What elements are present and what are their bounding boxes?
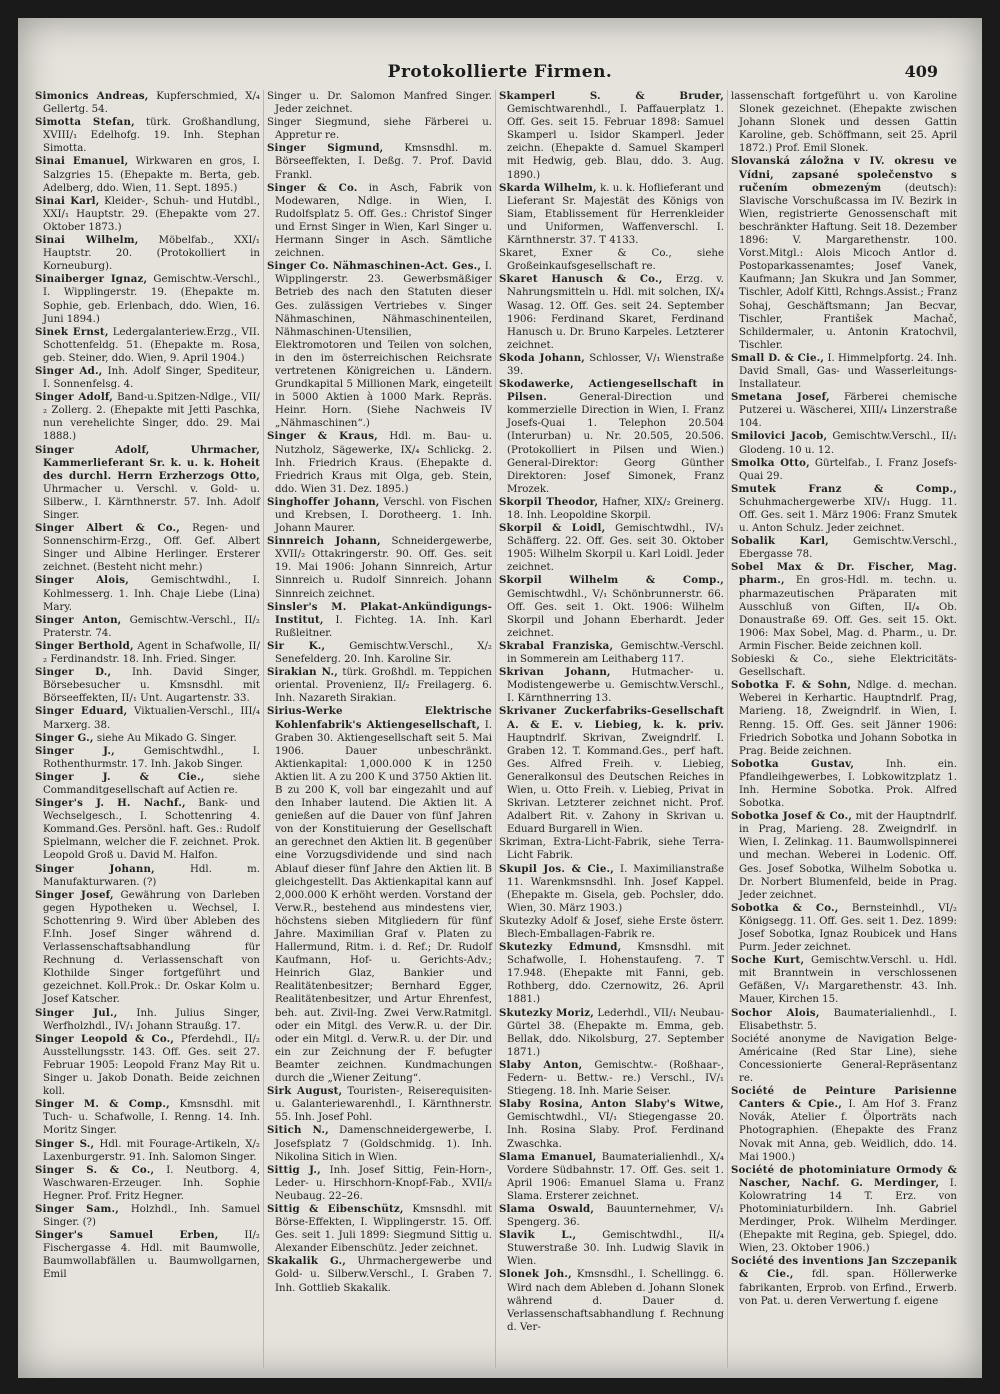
firm-name: Sobotka F. & Sohn,	[731, 679, 852, 692]
directory-entry	[499, 836, 724, 862]
firm-details: Skriman, Extra-Licht-Fabrik, siehe Terra-Licht Fabrik.	[499, 837, 724, 862]
directory-entry	[267, 1085, 492, 1124]
firm-details: in Asch, Fabrik von Modewaren, Ndlge. in Wien, I. Rudolfsplatz 5. Off. Ges.: Christof Singer und Ernst Singer in Wien, Karl Singer u. Hermann Singer in Asch. Sämtliche zeichnen.	[275, 182, 492, 260]
directory-entry	[731, 155, 957, 351]
firm-details: I. Am Hof 3. Franz Novák, Atelier f. Ölporträts nach Photographien. (Ehepakte des Franz Novak mit Anna, geb. Weidlich, ddo. 14. Mai 1900.)	[739, 1099, 957, 1163]
directory-entry	[499, 496, 724, 522]
directory-entry	[35, 234, 260, 273]
directory-entry	[731, 679, 957, 758]
directory-entry	[499, 1203, 724, 1229]
directory-entry	[731, 535, 957, 561]
firm-details: Agent in Schafwolle, II/₂ Ferdinandstr. 18. Inh. Fried. Singer.	[43, 640, 260, 666]
directory-entry	[35, 705, 260, 731]
firm-name: Singer Alois,	[35, 574, 129, 587]
firm-details: Gemischtw.Verschl., X/₂ Senefelderg. 20. Inh. Karoline Sir.	[275, 640, 492, 666]
firm-name: Simotta Stefan,	[35, 116, 135, 129]
firm-details: Kupferschmied, X/₄ Gellertg. 54.	[43, 91, 260, 116]
firm-name: Skoda Johann,	[499, 351, 586, 364]
column-2	[264, 90, 496, 1368]
directory-entry	[267, 1164, 492, 1203]
firm-details: Gemischtw.- (Roßhaar-, Federn- u. Bettw.- re.) Verschl., IV/₁ Stiegeng. 18. Inh. Marie Seiser.	[507, 1059, 724, 1098]
firm-details: General-Direction und kommerzielle Direction in Wien, I. Franz Josefs-Quai 1. Telephon 20.504 (Interurban) u. Nr. 20.505, 20.506. (Protokolliert in Pilsen und Wien.) General-Direktor: Georg Günther Direktoren: Josef Simonek, Franz Mrozek.	[507, 392, 724, 495]
firm-name: Skaret Hanusch & Co.,	[499, 273, 663, 286]
firm-name: Singer J. & Cie.,	[35, 770, 205, 783]
firm-details: Färberei chemische Putzerei u. Wäscherei, XIII/₄ Linzerstraße 104.	[739, 392, 957, 430]
firm-name: Sinsler's M. Plakat-Ankündigungs-Institut,	[267, 600, 492, 626]
firm-details: En gros-Hdl. m. techn. u. pharmazeutischen Präparaten mit Ausschluß von Giften, II/₄ Ob. Donaustraße 69. Off. Ges. seit 15. Okt. 1906: Max Sobel, Mag. d. Pharm., u. Dr. Armin Fischer. Beide zeichnen koll.	[739, 575, 957, 652]
directory-entry	[267, 116, 492, 142]
firm-details: I. Kolowratring 14 T. Erz. von Photominiaturbildern. Inh. Gabriel Merdinger, Prok. Wilhelm Merdinger. (Ehepakte mit Regina, geb. Spiegel, ddo. Wien, 23. Oktober 1906.)	[739, 1177, 957, 1255]
directory-entry	[499, 1151, 724, 1203]
firm-name: Singer Leopold & Co.,	[35, 1032, 175, 1045]
directory-entry	[35, 863, 260, 889]
firm-details: Hafner, XIX/₂ Greinerg. 18. Inh. Leopoldine Skorpil.	[507, 496, 725, 521]
directory-entry	[499, 1098, 724, 1150]
firm-name: Smutek Franz & Comp.,	[731, 482, 957, 495]
firm-details: Damenschneidergewerbe, I. Josefsplatz 7 (Goldschmidg. 1). Inh. Nikolina Sitich in Wien.	[275, 1125, 492, 1163]
directory-entry	[35, 771, 260, 797]
firm-name: Soche Kurt,	[731, 954, 805, 967]
firm-name: Singer Eduard,	[35, 705, 128, 718]
directory-entry	[35, 574, 260, 613]
firm-details: Kmsnsdhl. mit Börse-Effekten, I. Wipplingerstr. 15. Off. Ges. seit 1. Juli 1899: Siegmund Sittig u. Alexander Eibenschütz. Jeder zeichnet.	[275, 1203, 492, 1255]
firm-details: Hauptndrlf. Skrivan, Zweigndrlf. I. Graben 12. T. Kommand.Ges., perf haft. Ges. Alfred Freih. v. Liebieg, Generalkonsul des Deutschen Reiches in Wien, u. Otto Freih. v. Liebieg, Privat in Skrivan. Letzterer zeichnet nicht. Prof. Adalbert Rit. v. Zahony in Skrivan u. Eduard Burgarell in Wien.	[507, 732, 724, 836]
columns-container	[32, 90, 962, 1368]
firm-details: Uhrmacher u. Verschl. v. Gold- u. Silberw., I. Kärnthnerstr. 57. Inh. Adolf Singer.	[43, 483, 260, 521]
firm-details: Société anonyme de Navigation Belge-Américaine (Red Star Line), siehe Concessionierte General-Repräsentanz re.	[731, 1033, 957, 1085]
firm-details: Hdl. m. Manufakturwaren. (?)	[43, 863, 260, 888]
firm-name: Société des inventions Jan Szczepanik & Cie.,	[731, 1255, 957, 1281]
directory-entry	[731, 810, 957, 902]
firm-details: Gemischtwdhl., II/₄ Stuwerstraße 30. Inh. Ludwig Slavik in Wien.	[507, 1230, 724, 1268]
firm-name: Slavik L.,	[499, 1229, 577, 1242]
firm-name: Singer Adolf, Uhrmacher, Kammerlieferant Sr. k. u. k. Hoheit des durchl. Herrn Erzherzogs Otto,	[35, 443, 260, 482]
firm-details: II/₂ Fischergasse 4. Hdl. mit Baumwolle, Baumwollabfällen u. Baumwollgarnen, Emil	[43, 1230, 260, 1281]
directory-entry	[499, 941, 724, 1006]
directory-entry	[731, 483, 957, 535]
firm-details: Gemischtw.Verschl., II/₁ Glodeng. 10 u. 12.	[739, 431, 957, 456]
firm-name: Singer Johann,	[35, 862, 155, 875]
firm-details: Schlosser, V/₁ Wienstraße 39.	[507, 352, 724, 377]
firm-details: Ndlge. d. mechan. Weberei in Kerhartic. Hauptndrlf. Prag, Marieng. 18, Zweigndrlf. in Wien, I. Renng. 15. Off. Ges. seit Jänner 1906: Friedrich Sobotka und Johann Sobotka in Prag. Beide zeichnen.	[739, 680, 957, 757]
firm-name: Sinai Karl,	[35, 194, 100, 207]
firm-details: Schuhmachergewerbe XIV/₁ Hugg. 11. Off. Ges. seit 1. März 1906: Franz Smutek u. Anton Schulz. Jeder zeichnet.	[739, 496, 957, 535]
firm-details: Band-u.Spitzen-Ndlge., VII/₂ Zollerg. 2. (Ehepakte mit Jetti Paschka, nun verehelichte Singer, ddo. 29. Mai 1888.)	[43, 392, 260, 443]
directory-entry	[267, 90, 492, 116]
firm-details: Singer Siegmund, siehe Färberei u. Appretur re.	[267, 117, 492, 142]
directory-entry	[499, 705, 724, 836]
firm-details: Viktualien-Verschl., III/₄ Marxerg. 38.	[43, 706, 260, 731]
directory-entry	[731, 1007, 957, 1033]
firm-details: Holzhdl., Inh. Samuel Singer. (?)	[43, 1203, 260, 1229]
page-title: Protokollierte Firmen.	[387, 62, 613, 82]
directory-entry	[499, 273, 724, 352]
directory-entry	[731, 1085, 957, 1164]
firm-name: Small D. & Cie.,	[731, 351, 825, 364]
firm-details: Uhrmachergewerbe und Gold- u. Silberw.Verschl., I. Graben 7. Inh. Gottlieb Skakalik.	[275, 1256, 492, 1294]
firm-name: Skutezky Moriz,	[499, 1006, 595, 1019]
firm-name: Singer & Co.	[267, 181, 358, 194]
directory-entry	[499, 1229, 724, 1268]
directory-entry	[499, 378, 724, 496]
firm-details: Inh. Adolf Singer, Spediteur, I. Sonnenfelsg. 4.	[43, 365, 260, 391]
directory-entry	[35, 155, 260, 194]
firm-name: Skorpil & Loidl,	[499, 522, 606, 535]
directory-entry	[731, 391, 957, 430]
firm-name: Sirakian N.,	[267, 666, 338, 679]
directory-entry	[35, 1203, 260, 1229]
firm-name: Smolka Otto,	[731, 456, 810, 469]
page-header	[18, 62, 982, 88]
firm-name: Simonics Andreas,	[35, 90, 149, 102]
directory-entry	[499, 1059, 724, 1098]
firm-name: Singer J.,	[35, 744, 115, 757]
directory-entry	[499, 522, 724, 574]
firm-name: Sinaiberger Ignaz,	[35, 273, 148, 286]
firm-name: Smilovici Jacob,	[731, 430, 828, 443]
firm-details: Skaret, Exner & Co., siehe Großeinkaufsgesellschaft re.	[499, 248, 724, 273]
directory-entry	[267, 535, 492, 600]
directory-entry	[731, 352, 957, 391]
directory-entry	[731, 561, 957, 653]
directory-entry	[35, 391, 260, 443]
firm-name: Société de photominiature Ormody & Nascher, Nachf. G. Merdinger,	[731, 1163, 957, 1189]
directory-entry	[267, 260, 492, 430]
firm-details: Gewährung von Darleben gegen Hypotheken u. Wechsel, I. Schottenring 9. Wird über Ableben des F.Inh. Josef Singer während d. Verlassenschaftsabhandlung für Rechnung d. Verlassenschaft von Klothilde Singer fortgeführt und gezeichnet. Koll.Prok.: Dr. Oskar Kolm u. Josef Katscher.	[43, 889, 260, 1006]
firm-details: Kleider-, Schuh- und Hutdbl., XXI/₁ Hauptstr. 29. (Ehepakte vom 27. Oktober 1873.)	[43, 195, 260, 233]
column-3	[496, 90, 728, 1368]
directory-entry	[731, 1164, 957, 1256]
directory-entry	[731, 1255, 957, 1307]
firm-details: mit der Hauptndrlf. in Prag, Marieng. 28. Zweigndrlf. in Wien, I. Zelinkag. 11. Baumwollspinnerei und mechan. Weberei in Lodenic. Off. Ges. Josef Sobotka, Wilhelm Sobotka u. Dr. Norbert Blumenfeld, beide in Prag. Jeder zeichnet.	[739, 811, 957, 901]
directory-entry	[35, 365, 260, 391]
directory-entry	[35, 273, 260, 325]
firm-details: I. Maximilianstraße 11. Warenkmsnsdhl. Inh. Josef Kappel. (Ehepakte m. Gisela, geb. Pochsler, ddo. Wien, 30. März 1903.)	[507, 863, 724, 914]
directory-entry	[267, 705, 492, 1085]
firm-details: Verschl. von Fischen und Krebsen, I. Dorotheerg. 1. Inh. Johann Maurer.	[275, 496, 493, 535]
firm-details: Ledergalanteriew.Erzg., VII. Schottenfeldg. 51. (Ehepakte m. Rosa, geb. Steiner, ddo. Wien, 9. April 1904.)	[43, 326, 260, 364]
firm-details: Skutezky Adolf & Josef, siehe Erste österr. Blech-Emballagen-Fabrik re.	[499, 915, 724, 940]
firm-name: Skrabal Franziska,	[499, 639, 614, 652]
page-number: 409	[904, 62, 938, 81]
firm-details: Bank- und Wechselgesch., I. Schottenring 4. Kommand.Ges. Persönl. haft. Ges.: Rudolf Spielmann, welcher die F. zeichnet. Prok. Leopold Groß u. David M. Halfon.	[43, 798, 260, 862]
directory-entry	[731, 457, 957, 483]
firm-details: siehe Au Mikado G. Singer.	[96, 732, 237, 744]
firm-name: Skakalik G.,	[267, 1255, 346, 1268]
directory-entry	[35, 1164, 260, 1203]
directory-entry	[267, 1203, 492, 1255]
firm-details: siehe Commanditgesellschaft auf Actien re.	[43, 771, 260, 796]
firm-name: Singer G.,	[35, 731, 94, 744]
firm-details: türk. Großhdl. m. Teppichen oriental. Provenienz, II/₂ Freilagerg. 6. Inh. Nazareth Sirakian.	[275, 667, 492, 705]
directory-entry	[267, 1124, 492, 1163]
firm-details: (deutsch): Slavische Vorschußcassa im IV. Bezirk in Wien, registrierte Genossenschaft mit beschränkter Haftung. Seit 18. Dezember 1896: V. Margarethenstr. 100. Vorst.Mitgl.: Alois Micoch Antlor d. Postoparkassenamtes; Josef Vanek, Kaufmann; Jan Skukra und Jan Sommer, Tischler, Adolf Kittl, Rchngs.Assist.; Franz Sohaj, Geschäftsmann; Jan Becvar, Tischler, František Machač, Schildermaler, u. Antonin Kratochvil, Tischler.	[739, 182, 957, 351]
firm-name: Singer & Kraus,	[267, 430, 378, 443]
firm-name: Singhoffer Johann,	[267, 495, 380, 508]
firm-name: Slaby Anton,	[499, 1058, 583, 1071]
firm-details: Gemischtw.Verschl., Ebergasse 78.	[739, 536, 957, 561]
directory-entry	[499, 352, 724, 378]
firm-details: Erzg. v. Nahrungsmitteln u. Hdl. mit solchen, IX/₄ Wasag. 12. Off. Ges. seit 24. September 1906: Ferdinand Skaret, Ferdinand Hanusch u. Dr. Bruno Karpeles. Letzterer zeichnet.	[507, 274, 724, 351]
directory-entry	[35, 1007, 260, 1033]
firm-details: Gemischtw.-Verschl. in Sommerein am Leithaberg 117.	[507, 640, 724, 666]
firm-details: Hdl. mit Fourage-Artikeln, X/₂ Laxenburgerstr. 91. Inh. Salomon Singer.	[43, 1138, 260, 1163]
firm-name: Sirius-Werke Elektrische Kohlenfabrik's Aktiengesellschaft,	[267, 705, 492, 731]
firm-details: Gemischtwdhl., V/₁ Schönbrunnerstr. 66. Off. Ges. seit 1. Okt. 1906: Wilhelm Skorpil und Johann Eberhardt. Jeder zeichnet.	[507, 588, 724, 639]
directory-entry	[35, 614, 260, 640]
directory-entry	[499, 915, 724, 941]
directory-entry	[35, 195, 260, 234]
firm-details: Inh. David Singer, Börsebesucher u. Kmsnsdhl. mit Börseeffekten, II/₁ Unt. Augartenstr. 33.	[43, 667, 260, 705]
directory-entry	[35, 666, 260, 705]
firm-details: Sobieski & Co., siehe Elektricitäts-Gesellschaft.	[731, 654, 957, 679]
directory-entry	[267, 182, 492, 261]
directory-entry	[731, 653, 957, 679]
firm-details: Gemischtw.-Verschl., II/₂ Praterstr. 74.	[43, 614, 260, 639]
firm-name: Singer M. & Comp.,	[35, 1098, 170, 1111]
firm-name: Slama Emanuel,	[499, 1150, 597, 1163]
firm-details: Möbelfab., XXI/₁ Hauptstr. 20. (Protokolliert in Korneuburg).	[43, 235, 260, 273]
firm-details: I. Graben 30. Aktiengesellschaft seit 5. Mai 1906. Dauer unbeschränkt. Aktienkapital: 1,000.000 K in 1250 Aktien lit. A zu 200 K und 3750 Aktien lit. B zu 200 K, voll bar eingezahlt und auf den Inhaber lautend. Die Aktien lit. A genießen auf die Dauer von fünf Jahren von der Konstituierung der Gesellschaft an gerechnet den Aktien lit. B gegenüber eine Vorzugsdividende und sind nach Ablauf dieser fünf Jahre den Aktien lit. B gleichgestellt. Das Aktienkapital kann auf 2,000.000 K erhöht werden. Vorstand der Verw.R., bestehend aus mindestens vier, höchstens sieben Mitgliedern für fünf Jahre. Maximilian Graf v. Platen zu Hallermund, Ritm. i. d. Ref.; Dr. Rudolf Kaufmann, Hof- u. Gerichts-Adv.; Heinrich Glaz, Bankier und Realitätenbesitzer; Bernhard Egger, Realitätenbesitzer, und Artur Ehrenfest, beh. aut. Zivil-Ing. Zwei Verw.Ratmitgl. oder ein Mitgl. des Verw.R. u. der Dir. oder ein Mitgl. d. Verw.R. u. der Dir. und ein zur Zeichnung der F. befugter Beamter zeichnen. Kundmachungen durch die „Wiener Zeitung“.	[275, 719, 492, 1085]
firm-name: Skodawerke, Actiengesellschaft in Pilsen.	[499, 378, 724, 404]
firm-name: Sobel Max & Dr. Fischer, Mag. pharm.,	[731, 561, 957, 587]
directory-entry	[35, 444, 260, 523]
firm-details: Kmsnsdhl. m. Börseeffekten, I. Deßg. 7. Prof. David Frankl.	[275, 143, 492, 181]
directory-entry	[35, 90, 260, 116]
firm-name: Sobotka Josef & Co.,	[731, 810, 853, 823]
firm-name: Sitich N.,	[267, 1124, 329, 1137]
directory-entry	[267, 601, 492, 640]
firm-name: Singer Albert & Co.,	[35, 522, 181, 535]
firm-name: Skorpil Wilhelm & Comp.,	[499, 574, 724, 587]
directory-entry	[499, 666, 724, 705]
directory-entry	[731, 1033, 957, 1085]
directory-entry	[267, 1255, 492, 1294]
firm-name: Singer D.,	[35, 666, 112, 679]
directory-entry	[35, 116, 260, 155]
directory-entry	[499, 1007, 724, 1059]
firm-details: Baumaterialienhdl., I. Elisabethstr. 5.	[739, 1007, 957, 1032]
firm-details: Inh. Julius Singer, Werfholzhdl., IV/₁ Johann Straußg. 17.	[43, 1007, 260, 1032]
directory-entry	[499, 1268, 724, 1333]
firm-details: Singer u. Dr. Salomon Manfred Singer. Jeder zeichnet.	[267, 91, 492, 116]
directory-entry	[267, 666, 492, 705]
directory-entry	[499, 863, 724, 915]
directory-entry	[267, 142, 492, 181]
firm-details: Schneidergewerbe, XVII/₂ Ottakringerstr. 90. Off. Ges. seit 19. Mai 1906: Johann Sinnreich, Artur Sinnreich u. Rudolf Sinnreich. Johann Sinnreich zeichnet.	[275, 536, 492, 600]
directory-entry	[731, 902, 957, 954]
firm-name: Sobalik Karl,	[731, 535, 829, 548]
firm-name: Singer Berthold,	[35, 639, 134, 652]
firm-details: I. Neutborg. 4, Waschwaren-Erzeuger. Inh. Sophie Hegner. Prof. Fritz Hegner.	[43, 1164, 260, 1202]
firm-details: Bernsteinhdl., VI/₂ Königsegg. 11. Off. Ges. seit 1. Dez. 1899: Josef Sobotka, Ignaz Roubicek und Hans Purm. Jeder zeichnet.	[739, 902, 957, 954]
directory-entry	[499, 90, 724, 182]
firm-details: Gürtelfab., I. Franz Josefs-Quai 29.	[739, 457, 957, 482]
firm-name: Sochor Alois,	[731, 1006, 820, 1019]
directory-entry	[499, 247, 724, 273]
directory-entry	[731, 954, 957, 1006]
firm-name: Sittig J.,	[267, 1163, 321, 1176]
firm-details: I. Wipplingerstr. 23. Gewerbsmäßiger Betrieb des nach den Statuten dieser Ges. zulässigen Vertriebes v. Singer Nähmaschinen, Nähmaschinenteilen, Nähmaschinen-Utensilien, Elektromotoren und Teilen von solchen, in den im österreichischen Reichsrate vertretenen Königreichen u. Ländern. Grundkapital 5 Millionen Mark, eingeteilt in 5000 Aktien à 1000 Mark. Repräs. Heinr. Horn. (Siehe Nachweis IV „Nähmaschinen“.)	[275, 261, 492, 430]
firm-details: fdl. span. Höllerwerke fabrikanten, Erprob. von Erfind., Erwerb. von Pat. u. deren Verwertung f. eigene	[739, 1269, 957, 1307]
firm-name: Singer Adolf,	[35, 391, 114, 404]
directory-entry	[267, 496, 492, 535]
directory-entry	[35, 640, 260, 666]
firm-name: Sirk August,	[267, 1085, 343, 1098]
firm-name: Singer S. & Co.,	[35, 1163, 155, 1176]
firm-name: Singer Co. Nähmaschinen-Act. Ges.,	[267, 260, 482, 273]
firm-details: Touristen-, Reiserequisiten- u. Galanteriewarenhdl., I. Kärnthnerstr. 55. Inh. Josef Pohl.	[275, 1086, 492, 1124]
directory-entry	[35, 1138, 260, 1164]
firm-details: Hutmacher- u. Modistengewerbe u. Gemischtw.Verschl., I. Kärnthnerring 13.	[507, 667, 724, 705]
firm-name: Skutezky Edmund,	[499, 941, 622, 954]
firm-name: Skamperl S. & Bruder,	[499, 90, 724, 102]
column-4	[728, 90, 960, 1368]
firm-details: Gemischtwdhl., I. Kohlmesserg. 1. Inh. Chaje Liebe (Lina) Mary.	[43, 575, 260, 613]
firm-details: Gemischtw.Verschl. u. Hdl. mit Branntwein in verschlossenen Gefäßen, V/₁ Margarethenstr. 43. Inh. Mauer, Kirchen 15.	[739, 955, 957, 1006]
firm-name: Slovanská záložna v IV. okresu ve Vídni, zapsané společenstvo s ručením obmezeným	[731, 155, 957, 194]
firm-details: Gemischtwarenhdl., I. Paffauerplatz 1. Off. Ges. seit 15. Februar 1898: Samuel Skamperl u. Isidor Skamperl. Jeder zeichn. (Ehepakte d. Samuel Skamperl mit Hedwig, geb. Blau, ddo. 3. Aug. 1890.)	[507, 104, 724, 181]
directory-entry	[35, 1033, 260, 1098]
directory-page	[18, 18, 982, 1378]
directory-entry	[35, 326, 260, 365]
directory-entry	[499, 640, 724, 666]
firm-details: Pferdehdl., II/₂ Ausstellungsstr. 143. Off. Ges. seit 27. Februar 1905: Leopold Franz May Rit u. Singer u. Jakob Donath. Beide zeichnen koll.	[43, 1033, 260, 1098]
directory-entry	[35, 1098, 260, 1137]
firm-name: Singer Anton,	[35, 613, 122, 626]
firm-details: Gemischtwdhl., VI/₁ Stiegengasse 20. Inh. Rosina Slaby. Prof. Ferdinand Zwaschka.	[507, 1112, 724, 1150]
directory-entry	[35, 1229, 260, 1281]
firm-name: Sinai Emanuel,	[35, 155, 129, 168]
firm-details: k. u. k. Hoflieferant und Lieferant Sr. Majestät des Königs von Siam, Etablissement für Herrenkleider und Uniformen, Waffenverschl. I. Kärnthnerstr. 37. T 4133.	[507, 182, 724, 247]
firm-name: Skupil Jos. & Cie.,	[499, 862, 615, 875]
firm-name: Singer Josef,	[35, 888, 114, 901]
firm-details: Lederhdl., VII/₁ Neubau-Gürtel 38. (Ehepakte m. Emma, geb. Bellak, ddo. Nikolsburg, 27. September 1871.)	[507, 1007, 724, 1058]
directory-entry	[35, 745, 260, 771]
directory-entry	[35, 797, 260, 862]
firm-name: Sobotka Gustav,	[731, 757, 855, 770]
directory-entry	[731, 430, 957, 456]
firm-name: Sinek Ernst,	[35, 325, 109, 338]
firm-name: Skorpil Theodor,	[499, 495, 599, 508]
firm-name: Sinai Wilhelm,	[35, 234, 139, 247]
directory-entry	[499, 574, 724, 639]
firm-name: Singer's J. H. Nachf.,	[35, 797, 186, 810]
firm-details: Inh. Josef Sittig, Fein-Horn-, Leder- u. Hirschhorn-Knopf-Fab., XVII/₂ Neubaug. 22–26.	[275, 1164, 493, 1202]
firm-name: Skrivan Johann,	[499, 666, 611, 679]
directory-entry	[35, 889, 260, 1007]
firm-name: Singer S.,	[35, 1137, 95, 1150]
firm-details: Hdl. m. Bau- u. Nutzholz, Sägewerke, IX/₄ Schlickg. 2. Inh. Friedrich Kraus. (Ehepakte d. Friedrich Kraus mit Olga, geb. Stein, ddo. Wien 31. Dez. 1895.)	[275, 431, 492, 495]
column-1	[32, 90, 264, 1368]
directory-entry	[267, 430, 492, 495]
firm-name: Singer Sigmund,	[267, 142, 384, 155]
directory-entry	[35, 522, 260, 574]
firm-name: Singer Ad.,	[35, 364, 103, 377]
firm-details: Regen- und Sonnenschirm-Erzg., Off. Gef. Albert Singer und Albine Herlinger. Ersterer zeichnet. (Besteht nicht mehr.)	[43, 523, 261, 574]
firm-details: I. Himmelpfortg. 24. Inh. David Small, Gas- und Wasserleitungs-Installateur.	[739, 352, 957, 391]
firm-name: Slama Oswald,	[499, 1202, 595, 1215]
directory-entry	[499, 182, 724, 247]
firm-name: Singer Sam.,	[35, 1202, 120, 1215]
firm-name: Sinnreich Johann,	[267, 535, 381, 548]
firm-details: Gemischtw.-Verschl., I. Wipplingerstr. 19. (Ehepakte m. Sophie, geb. Erlenbach, ddo. Wien, 16. Juni 1894.)	[43, 274, 260, 325]
firm-details: Gemischtwdhl., IV/₁ Schäfferg. 22. Off. Ges. seit 30. Oktober 1905: Wilhelm Skorpil u. Karl Loidl. Jeder zeichnet.	[507, 523, 724, 574]
firm-details: Bauunternehmer, V/₁ Spengerg. 36.	[507, 1203, 724, 1229]
firm-details: Inh. ein. Pfandleihgewerbes, I. Lobkowitzplatz 1. Inh. Hermine Sobotka. Prok. Alfred Sobotka.	[739, 758, 957, 810]
firm-details: Gemischtwdhl., I. Rothenthurmstr. 17. Inh. Jakob Singer.	[43, 745, 260, 770]
directory-entry	[731, 758, 957, 810]
firm-name: Singer's Samuel Erben,	[35, 1229, 219, 1242]
firm-name: Sir K.,	[267, 639, 326, 652]
firm-name: Smetana Josef,	[731, 391, 830, 404]
firm-name: Skarda Wilhelm,	[499, 181, 597, 194]
firm-details: Kmsnsdhl., I. Schellingg. 6. Wird nach dem Ableben d. Johann Slonek während d. Dauer d. Verlassenschaftsabhandlung f. Rechnung d. Ver-	[507, 1269, 724, 1333]
directory-entry	[35, 732, 260, 745]
directory-entry	[731, 90, 957, 155]
firm-details: türk. Großhandlung, XVIII/₁ Edelhofg. 19. Inh. Stephan Simotta.	[43, 117, 260, 155]
firm-name: Slaby Rosina, Anton Slaby's Witwe,	[499, 1098, 724, 1111]
firm-details: Kmsnsdhl. mit Schafwolle, I. Hohenstaufeng. 7. T 17.948. (Ehepakte mit Fanni, geb. Rothberg, ddo. Czernowitz, 26. April 1881.)	[507, 942, 724, 1006]
firm-details: I. Fichteg. 1A. Inh. Karl Rußleitner.	[275, 614, 492, 639]
firm-name: Singer Jul.,	[35, 1006, 118, 1019]
directory-entry	[267, 640, 492, 666]
firm-name: Sittig & Eibenschütz,	[267, 1202, 404, 1215]
firm-details: Baumaterialienhdl., X/₄ Vordere Südbahnstr. 17. Off. Ges. seit 1. April 1906: Emanuel Slama u. Franz Slama. Ersterer zeichnet.	[507, 1151, 724, 1202]
firm-details: lassenschaft fortgeführt u. von Karoline Slonek gezeichnet. (Ehepakte zwischen Johann Slonek und dessen Gattin Karoline, geb. Schöffmann, seit 25. April 1872.) Prof. Emil Slonek.	[731, 91, 957, 155]
firm-name: Skrivaner Zuckerfabriks-Gesellschaft A. & E. v. Liebieg, k. k. priv.	[499, 705, 724, 731]
firm-details: Wirkwaren en gros, I. Salzgries 15. (Ehepakte m. Berta, geb. Adelberg, ddo. Wien, 11. Sept. 1895.)	[43, 156, 261, 194]
firm-name: Slonek Joh.,	[499, 1268, 572, 1281]
firm-name: Sobotka & Co.,	[731, 901, 839, 914]
firm-details: Kmsnsdhl. mit Tuch- u. Schafwolle, I. Renng. 14. Inh. Moritz Singer.	[43, 1099, 260, 1137]
firm-name: Société de Peinture Parisienne Canters & Cpie.,	[731, 1085, 957, 1111]
